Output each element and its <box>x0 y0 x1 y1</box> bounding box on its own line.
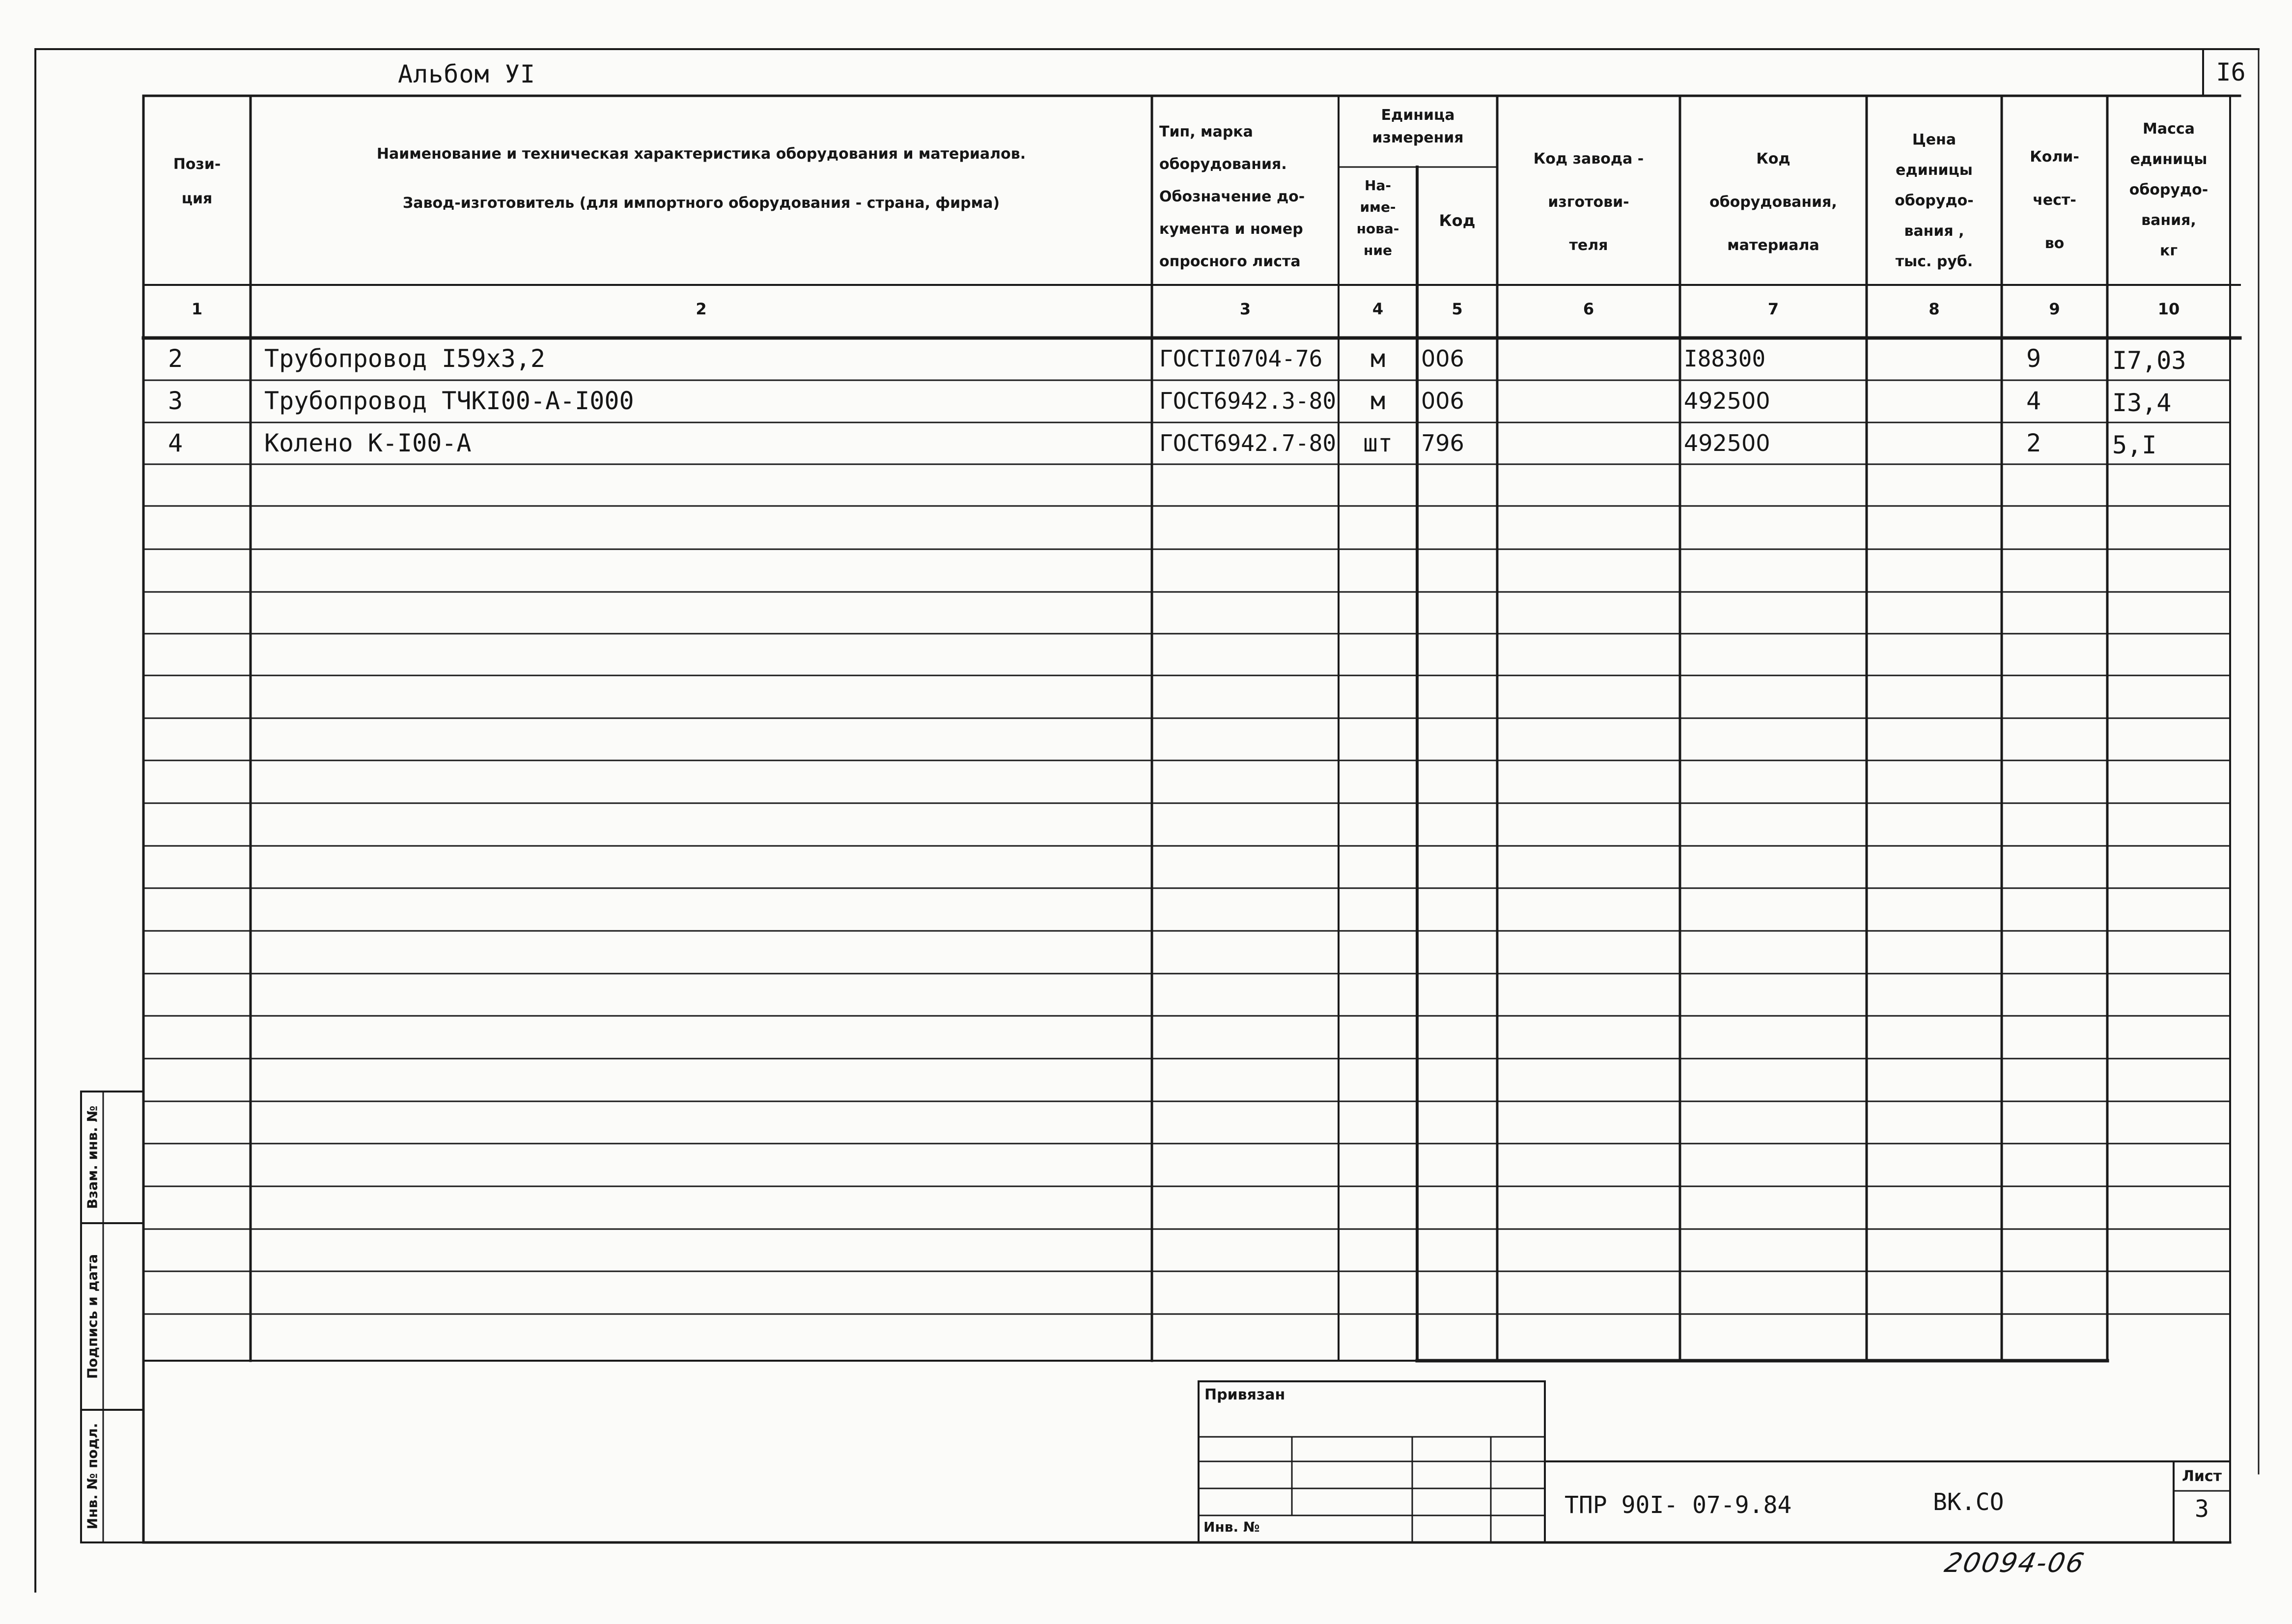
handwritten-number: 20094-06 <box>1942 1547 2088 1578</box>
stamp-inv-no: Инв. № <box>1203 1519 1260 1535</box>
row-3-name: Колено К-I00-А <box>264 429 472 457</box>
stamp-privyazan: Привязан <box>1204 1386 1286 1403</box>
row-1-mass: I7,03 <box>2112 346 2186 375</box>
col-num-4: 4 <box>1372 300 1384 318</box>
row-1-unit: м <box>1370 344 1386 373</box>
col-num-2: 2 <box>696 300 707 318</box>
col-num-7: 7 <box>1767 300 1779 318</box>
col-num-5: 5 <box>1452 300 1463 318</box>
album-title: Альбом УI <box>398 60 535 88</box>
header-quantity: Коли- чест- во <box>2030 148 2079 252</box>
row-2-name: Трубопровод ТЧКI00-А-I000 <box>264 387 634 415</box>
row-2-equipment-code: 492500 <box>1684 388 1770 414</box>
row-1-position: 2 <box>168 344 183 373</box>
header-name-line1: Наименование и техническая характеристика оборудования и материалов. <box>376 145 1026 163</box>
header-name-line2: Завод-изготовитель (для импортного оборудования - страна, фирма) <box>402 195 1000 212</box>
row-2-mass: I3,4 <box>2112 389 2172 417</box>
title-sheet-label: Лист <box>2181 1468 2222 1485</box>
row-2-quantity: 4 <box>2026 387 2041 415</box>
row-3-mass: 5,I <box>2112 431 2157 459</box>
header-type: Тип, марка оборудования. Обозначение до- кумента и номер опросного листа <box>1159 123 1305 270</box>
col-num-3: 3 <box>1239 300 1251 318</box>
header-equipment-code: Код оборудования, материала <box>1709 150 1837 254</box>
row-3-equipment-code: 492500 <box>1684 430 1770 456</box>
col-num-8: 8 <box>1929 300 1940 318</box>
row-2-position: 3 <box>168 387 183 415</box>
header-price: Цена единицы оборудо- вания , тыс. руб. <box>1895 131 1974 270</box>
row-1-equipment-code: I88300 <box>1684 345 1766 372</box>
title-mark: ВК.СО <box>1933 1488 2004 1516</box>
row-2-type: ГОСТ6942.3-80 <box>1159 388 1337 414</box>
margin-podpis-data: Подпись и дата <box>84 1254 101 1379</box>
header-unit-name: На- име- нова- ние <box>1356 177 1399 258</box>
title-doc-code: ТПР 90I- 07-9.84 <box>1565 1491 1792 1519</box>
row-1-unit-code: 006 <box>1421 345 1464 372</box>
col-num-1: 1 <box>191 300 203 318</box>
row-1-type: ГОСТI0704-76 <box>1159 345 1323 372</box>
title-sheet-number: 3 <box>2195 1495 2209 1523</box>
row-2-unit-code: 006 <box>1421 388 1464 414</box>
row-1-quantity: 9 <box>2026 344 2041 373</box>
header-unit-group: Единица измерения <box>1372 107 1464 146</box>
header-position: Пози- ция <box>173 156 221 207</box>
row-2-unit: м <box>1370 387 1386 415</box>
row-3-type: ГОСТ6942.7-80 <box>1159 430 1337 456</box>
col-num-6: 6 <box>1583 300 1594 318</box>
header-unit-code: Код <box>1439 211 1476 230</box>
margin-inv-podl: Инв. № подл. <box>84 1423 101 1530</box>
row-1-name: Трубопровод I59х3,2 <box>264 344 545 373</box>
header-factory-code: Код завода - изготови- теля <box>1533 150 1644 254</box>
row-3-unit: шт <box>1363 429 1393 457</box>
row-3-unit-code: 796 <box>1421 430 1464 456</box>
margin-vzam-inv: Взам. инв. № <box>84 1105 101 1209</box>
row-3-quantity: 2 <box>2026 429 2041 457</box>
col-num-10: 10 <box>2157 300 2180 318</box>
page-corner-number: I6 <box>2216 58 2246 86</box>
row-3-position: 4 <box>168 429 183 457</box>
col-num-9: 9 <box>2049 300 2060 318</box>
header-mass: Масса единицы оборудо- вания, кг <box>2129 120 2208 259</box>
